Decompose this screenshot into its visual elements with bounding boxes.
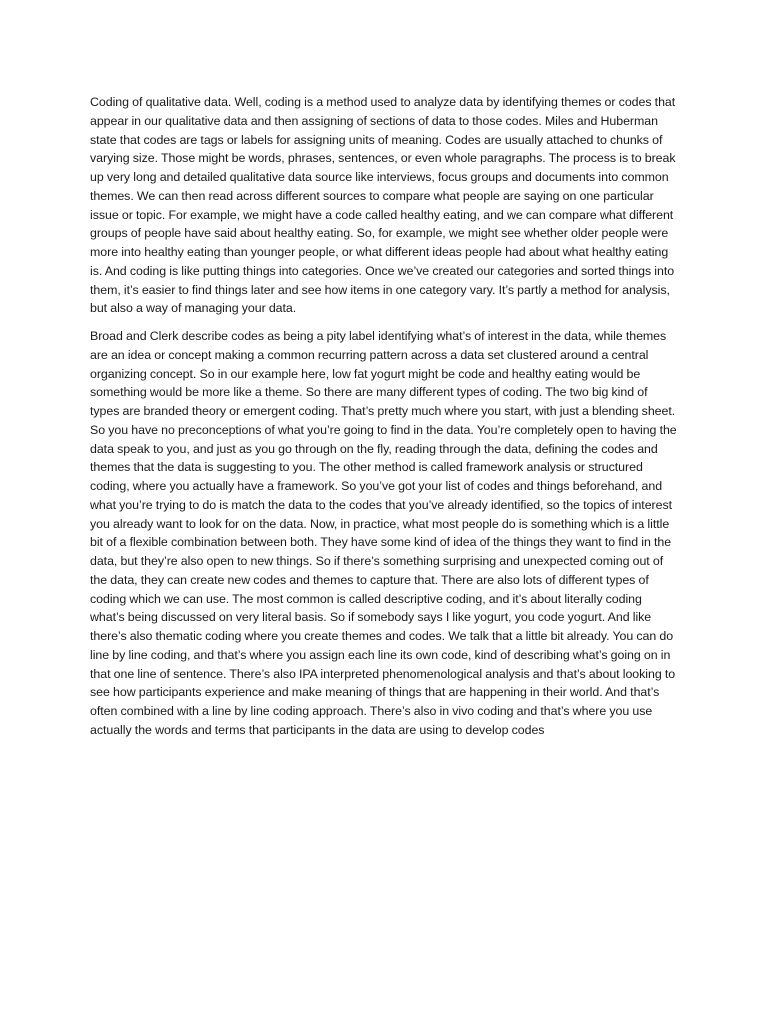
body-paragraph-1: Coding of qualitative data. Well, coding is a method used to analyze data by identifying themes or codes that appear in our qualitative data and then assigning of sections of data to those codes. Miles and Huberman state that codes are tags or labels for assigning units of meaning. Codes are usually attached to chunks of varying size. Those might be words, phrases, sentences, or even whole paragraphs. The process is to break up very long and detailed qualitative data source like interviews, focus groups and documents into common themes. We can then read across different sources to compare what people are saying on one particular issue or topic. For example, we might have a code called healthy eating, and we can compare what different groups of people have said about healthy eating. So, for example, we might see whether older people were more into healthy eating than younger people, or what different ideas people had about what healthy eating is. And coding is like putting things into categories. Once we’ve created our categories and sorted things into them, it’s easier to find things later and see how items in one category vary. It’s partly a method for analysis, but also a way of managing your data. (90, 95, 676, 316)
body-paragraph-2: Broad and Clerk describe codes as being a pity label identifying what’s of interest in the data, while themes are an idea or concept making a common recurring pattern across a data set clustered around a central organizing concept. So in our example here, low fat yogurt might be code and healthy eating would be something would be more like a theme. So there are many different types of coding. The two big kind of types are branded theory or emergent coding. That’s pretty much where you start, with just a blending sheet. So you have no preconceptions of what you’re going to find in the data. You’re completely open to having the data speak to you, and just as you go through on the fly, reading through the data, defining the codes and themes that the data is suggesting to you. The other method is called framework analysis or structured coding, where you actually have a framework. So you’ve got your list of codes and things beforehand, and what you’re trying to do is match the data to the codes that you’ve already identified, so the topics of interest you already want to look for on the data. Now, in practice, what most people do is something which is a little bit of a flexible combination between both. They have some kind of idea of the things they want to find in the data, but they’re also open to new things. So if there’s something surprising and unexpected coming out of the data, they can create new codes and themes to capture that. There are also lots of different types of coding which we can use. The most common is called descriptive coding, and it’s about literally coding what’s being discussed on very literal basis. So if somebody says I like yogurt, you code yogurt. And like there’s also thematic coding where you create themes and codes. We talk that a little bit already. You can do line by line coding, and that’s where you assign each line its own code, kind of describing what’s going on in that one line of sentence. There’s also IPA interpreted phenomenological analysis and that’s about looking to see how participants experience and make meaning of things that are happening in their world. And that’s often combined with a line by line coding approach. There’s also in vivo coding and that’s where you use actually the words and terms that participants in the data are using to develop codes (90, 329, 677, 737)
